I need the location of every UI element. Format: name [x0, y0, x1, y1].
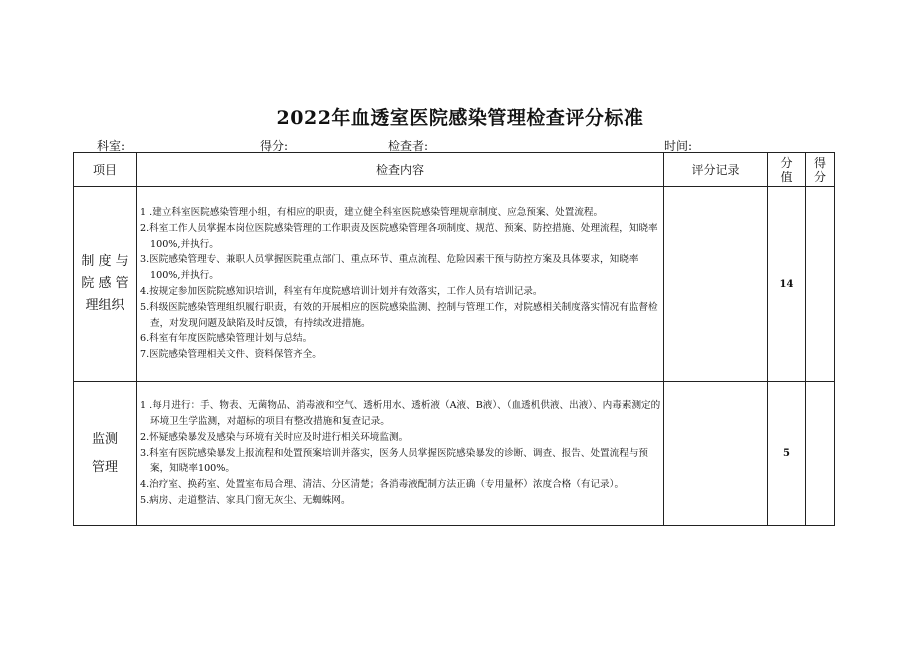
- category-line: 监测: [91, 431, 118, 447]
- header-score: 得分: [806, 153, 835, 187]
- content-item: 3.医院感染管理专、兼职人员掌握医院重点部门、重点环节、重点流程、危险因素干预与防控方案及具体要求，知晓率100%,并执行。: [140, 254, 639, 282]
- value-cell: 14: [768, 187, 806, 382]
- table-header-row: [74, 153, 835, 187]
- header-project: 项目: [74, 153, 137, 187]
- content-item: 5.病房、走道整洁、家具门窗无灰尘、无蜘蛛网。: [140, 494, 351, 506]
- table-row: [74, 187, 835, 382]
- content-cell: [137, 382, 664, 526]
- category-cell: [74, 382, 137, 526]
- header-record: 评分记录: [664, 153, 768, 187]
- content-item: 1 .建立科室医院感染管理小组，有相应的职责，建立健全科室医院感染管理规章制度、应急预案、处置流程。: [140, 207, 604, 219]
- content-item: 5.科级医院感染管理组织履行职责，有效的开展相应的医院感染监测、控制与管理工作，对院感相关制度落实情况有监督检查，对发现问题及缺陷及时反馈，有持续改进措施。: [140, 301, 658, 329]
- score-cell: [806, 187, 835, 382]
- document-title: 2022年血透室医院感染管理检查评分标准: [276, 107, 644, 129]
- record-cell: [664, 187, 768, 382]
- header-content: 检查内容: [137, 153, 664, 187]
- content-item: 4.治疗室、换药室、处置室布局合理、清洁、分区清楚；各消毒液配制方法正确（专用量杯）浓度合格（有记录）。: [140, 479, 625, 491]
- category-line: 管理: [91, 459, 118, 475]
- dept-label: 科室:: [97, 139, 126, 153]
- score-label: 得分:: [260, 139, 289, 153]
- value-cell: 5: [768, 382, 806, 526]
- content-item: 1 .每月进行：手、物表、无菌物品、消毒液和空气、透析用水、透析液（A液、B液）、（血透机供液、出液）、内毒素测定的环境卫生学监测，对超标的项目有整改措施和复查记录。: [140, 400, 661, 427]
- category-line: 理组织: [85, 298, 125, 313]
- category-line: 制 度 与: [81, 254, 129, 269]
- record-cell: [664, 382, 768, 526]
- content-item: 6.科室有年度医院感染管理计划与总结。: [140, 333, 313, 345]
- score-cell: [806, 382, 835, 526]
- content-item: 4.按规定参加医院院感知识培训，科室有年度院感培训计划并有效落实，工作人员有培训记录。: [140, 286, 543, 297]
- header-value: 分值: [768, 153, 806, 187]
- time-label: 时间:: [664, 139, 693, 153]
- table-row: [74, 382, 835, 526]
- content-cell: [137, 187, 664, 382]
- category-line: 院 感 管: [81, 276, 129, 291]
- content-item: 2.怀疑感染暴发及感染与环境有关时应及时进行相关环境监测。: [140, 431, 409, 443]
- category-cell: [74, 187, 137, 382]
- content-item: 2.科室工作人员掌握本岗位医院感染管理的工作职责及医院感染管理各项制度、规范、预案、防控措施、处理流程，知晓率100%,并执行。: [140, 222, 658, 250]
- inspector-label: 检查者:: [388, 139, 429, 153]
- evaluation-table: [73, 152, 835, 526]
- content-item: 7.医院感染管理相关文件、资料保管齐全。: [140, 349, 322, 361]
- content-item: 3.科室有医院感染暴发上报流程和处置预案培训并落实，医务人员掌握医院感染暴发的诊断、调查、报告、处置流程与预案，知晓率100%。: [140, 447, 649, 475]
